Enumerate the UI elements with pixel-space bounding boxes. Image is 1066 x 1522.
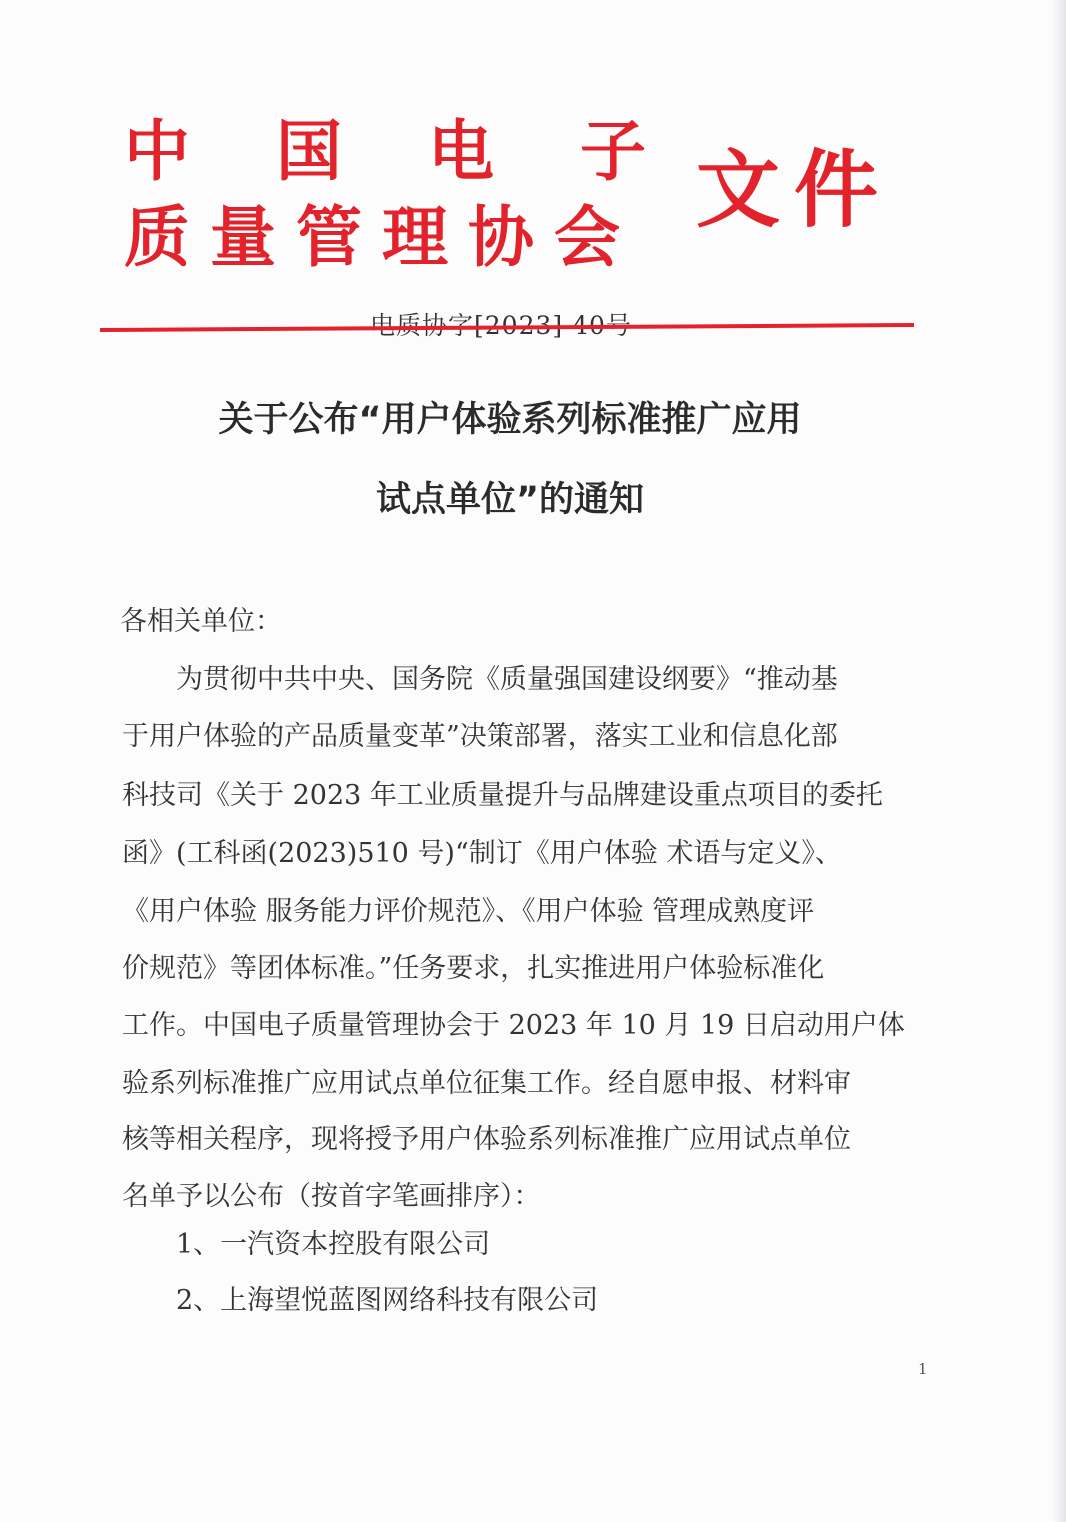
paragraph-line: 工作。中国电子质量管理协会于 2023 年 10 月 19 日启动用户体: [122, 1010, 905, 1041]
paragraph-line: 科技司《关于 2023 年工业质量提升与品牌建设重点项目的委托: [122, 780, 883, 811]
org-name-line-1: 中国电子: [124, 112, 732, 190]
document-label: 文件: [696, 140, 893, 239]
org-name-line-2: 质量管理协会: [124, 198, 640, 276]
paragraph-line: 验系列标准推广应用试点单位征集工作。经自愿申报、材料审: [122, 1068, 851, 1099]
scan-edge: [1052, 0, 1066, 1522]
paragraph-line: 名单予以公布（按首字笔画排序）：: [122, 1181, 541, 1212]
list-item: 2、上海望悦蓝图网络科技有限公司: [176, 1285, 599, 1316]
paragraph-line: 函》(工科函(2023)510 号)“制订《用户体验 术语与定义》、: [122, 838, 842, 869]
notice-title-line-2: 试点单位”的通知: [375, 480, 644, 520]
list-item: 1、一汽资本控股有限公司: [176, 1229, 491, 1260]
paragraph-line: 为贯彻中共中央、国务院《质量强国建设纲要》“推动基: [176, 664, 838, 695]
paragraph-line: 价规范》等团体标准。”任务要求，扎实推进用户体验标准化: [122, 953, 825, 984]
paragraph-line: 核等相关程序，现将授予用户体验系列标准推广应用试点单位: [122, 1124, 851, 1155]
page-number: 1: [918, 1360, 928, 1378]
salutation: 各相关单位：: [120, 606, 282, 637]
paragraph-line: 于用户体验的产品质量变革”决策部署，落实工业和信息化部: [122, 721, 838, 752]
paragraph-line: 《用户体验 服务能力评价规范》、《用户体验 管理成熟度评: [122, 896, 815, 927]
notice-title-line-1: 关于公布“用户体验系列标准推广应用: [218, 400, 802, 440]
